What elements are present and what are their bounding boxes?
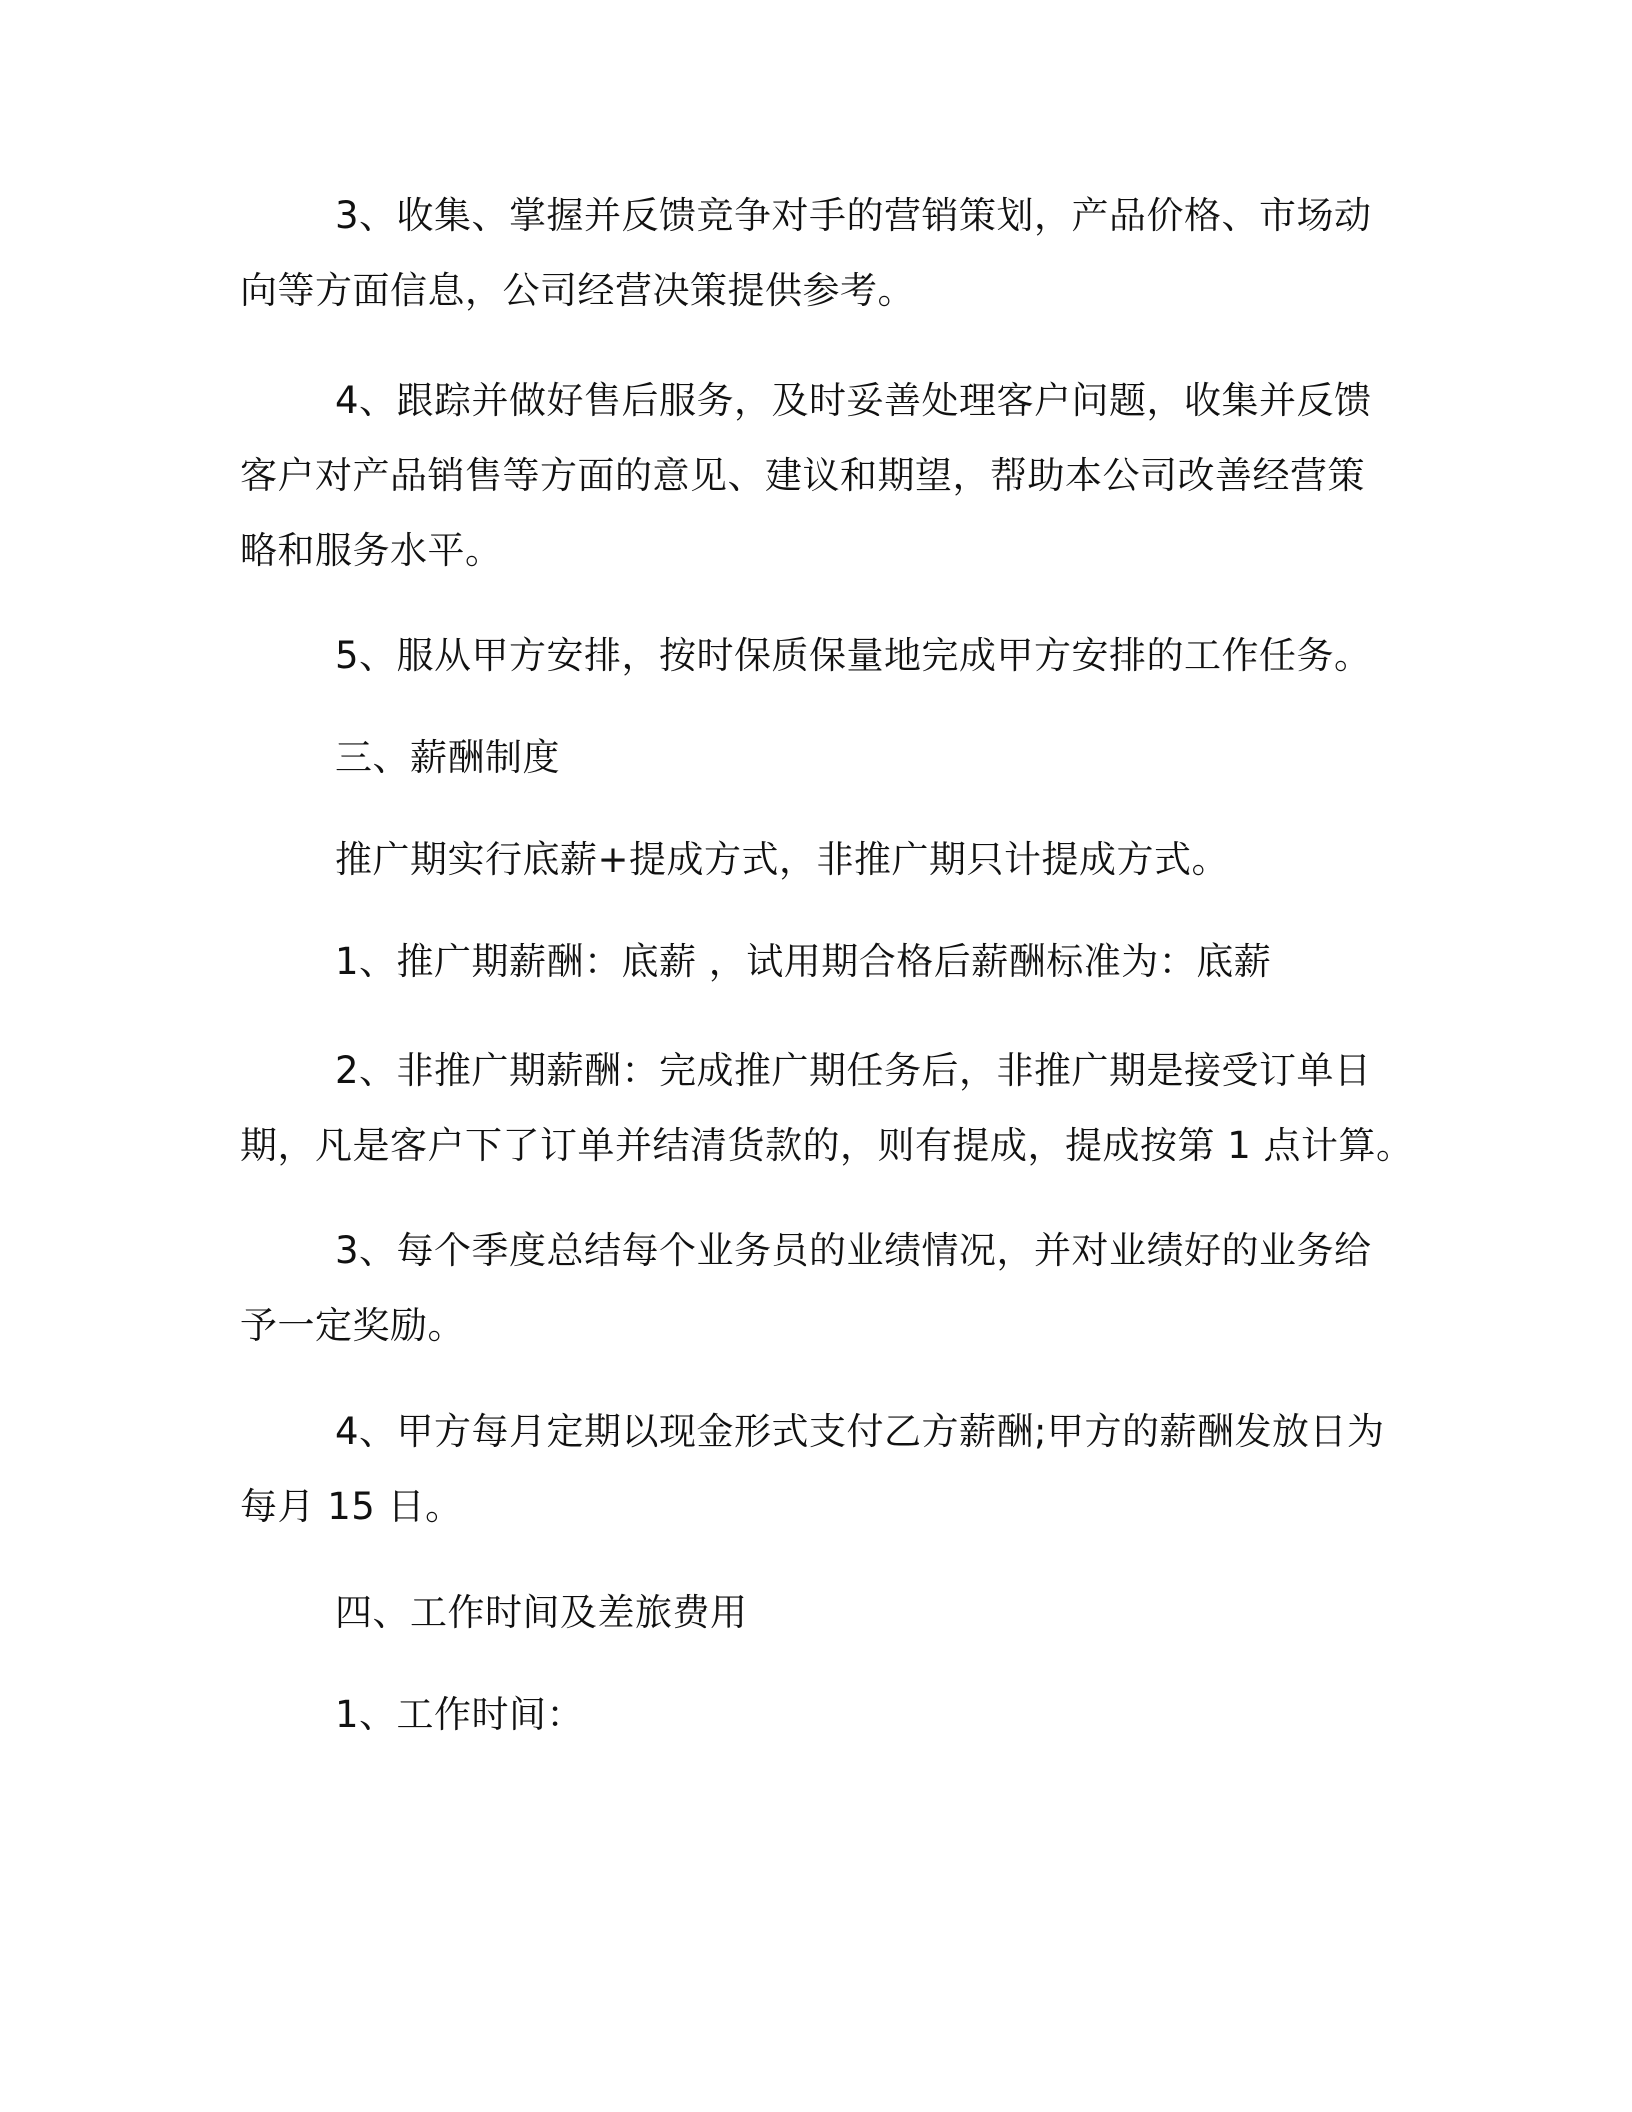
- paragraph-line: 3、收集、掌握并反馈竞争对手的营销策划，产品价格、市场动: [335, 194, 1372, 237]
- paragraph-line: 5、服从甲方安排，按时保质保量地完成甲方安排的工作任务。: [335, 634, 1372, 677]
- paragraph-line: 3、每个季度总结每个业务员的业绩情况，并对业绩好的业务给: [335, 1229, 1372, 1272]
- paragraph-line: 4、甲方每月定期以现金形式支付乙方薪酬;甲方的薪酬发放日为: [335, 1410, 1385, 1453]
- paragraph-line: 客户对产品销售等方面的意见、建议和期望，帮助本公司改善经营策: [240, 454, 1365, 497]
- paragraph-line: 期，凡是客户下了订单并结清货款的，则有提成，提成按第 1 点计算。: [240, 1124, 1414, 1167]
- section-heading-worktime: [240, 1575, 1400, 1650]
- paragraph-line: 予一定奖励。: [240, 1304, 465, 1347]
- paragraph-payday: [240, 1394, 1400, 1544]
- paragraph-promo-salary: [240, 924, 1400, 999]
- paragraph-line: 推广期实行底薪+提成方式，非推广期只计提成方式。: [335, 838, 1230, 881]
- paragraph-after-sales-service: [240, 363, 1400, 588]
- paragraph-quarterly-review: [240, 1213, 1400, 1363]
- paragraph-line: 略和服务水平。: [240, 529, 503, 572]
- paragraph-line: 1、工作时间：: [335, 1693, 585, 1736]
- paragraph-collect-competitor-info: [240, 178, 1400, 328]
- section-heading-text: 三、薪酬制度: [335, 736, 560, 779]
- section-heading-salary: [240, 720, 1400, 795]
- paragraph-line: 4、跟踪并做好售后服务，及时妥善处理客户问题，收集并反馈: [335, 379, 1372, 422]
- paragraph-line: 每月 15 日。: [240, 1485, 463, 1528]
- section-heading-text: 四、工作时间及差旅费用: [335, 1591, 748, 1634]
- paragraph-worktime: [240, 1677, 1400, 1752]
- paragraph-nonpromo-salary: [240, 1033, 1414, 1183]
- paragraph-obey-arrangement: [240, 618, 1400, 693]
- paragraph-line: 1、推广期薪酬：底薪 ，试用期合格后薪酬标准为：底薪: [335, 940, 1272, 983]
- paragraph-line: 2、非推广期薪酬：完成推广期任务后，非推广期是接受订单日: [335, 1049, 1372, 1092]
- paragraph-salary-mode: [240, 822, 1400, 897]
- paragraph-line: 向等方面信息，公司经营决策提供参考。: [240, 269, 915, 312]
